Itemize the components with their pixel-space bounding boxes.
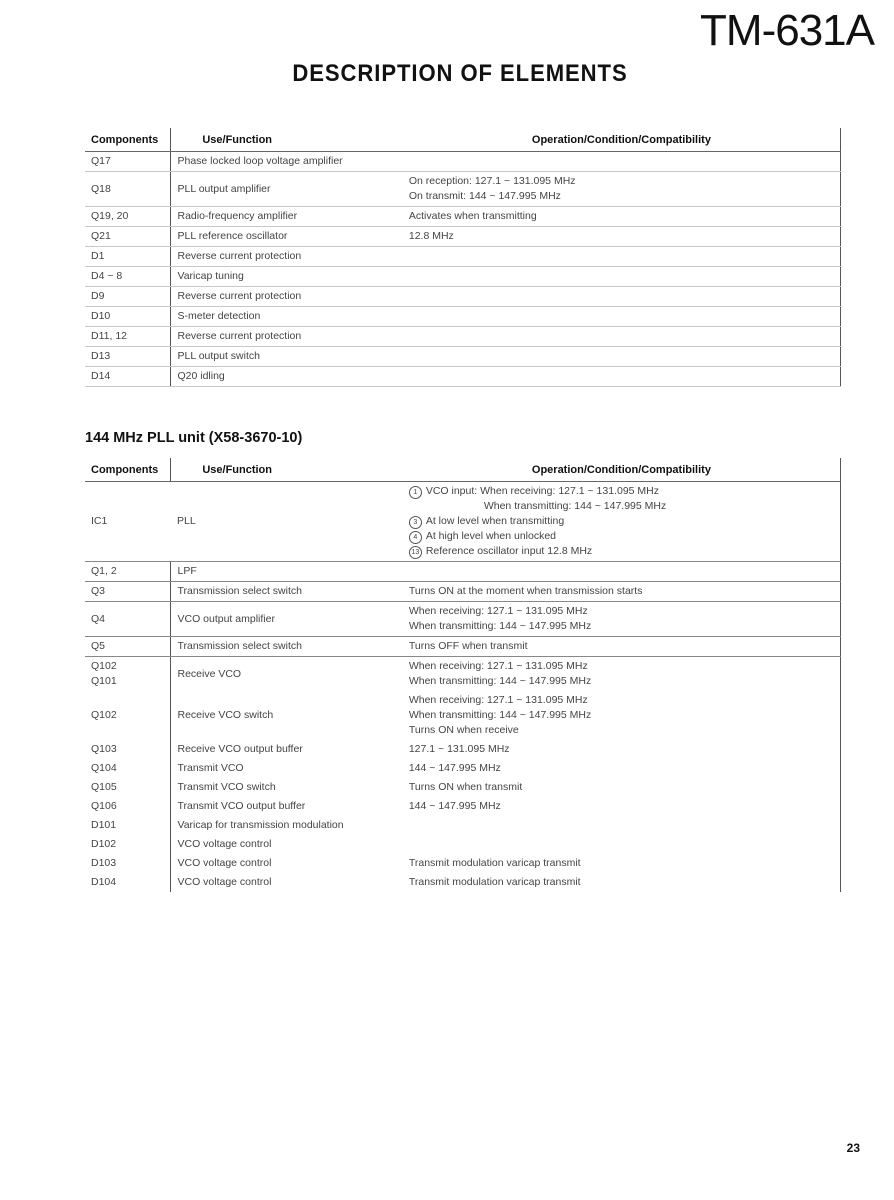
- component-cell: [85, 835, 171, 854]
- operation-cell: [403, 797, 841, 816]
- text-line: Q4: [91, 612, 106, 625]
- table-row: [85, 227, 841, 247]
- table-row: [85, 854, 841, 873]
- text-line: D103: [91, 857, 117, 869]
- header-operation: Operation/Condition/Compatibility: [403, 128, 841, 152]
- pin-note: [409, 529, 834, 544]
- text-line: On reception: 127.1 ~ 131.095 MHz: [408, 175, 576, 187]
- component-cell: Q21: [85, 227, 171, 247]
- use-cell: Phase locked loop voltage amplifier: [171, 152, 403, 172]
- pin-note-text: Reference oscillator input 12.8 MHz: [425, 545, 593, 557]
- text-line: When receiving: 127.1 ~ 131.095 MHz: [408, 660, 588, 672]
- operation-cell: [403, 152, 841, 172]
- component-cell: [85, 740, 171, 759]
- text-line: Transmit modulation varicap transmit: [408, 857, 581, 869]
- use-cell: VCO output amplifier: [171, 602, 403, 637]
- table-row: [85, 267, 841, 287]
- component-cell: [85, 854, 171, 873]
- pin-note-text: When transmitting: 144 ~ 147.995 MHz: [483, 500, 667, 512]
- text-line: Activates when transmitting: [408, 210, 537, 222]
- operation-cell: [403, 873, 841, 892]
- operation-cell: [403, 227, 841, 247]
- component-cell: D9: [85, 287, 171, 307]
- operation-cell: [403, 778, 841, 797]
- text-line: Q105: [91, 781, 117, 793]
- use-cell: S-meter detection: [171, 307, 403, 327]
- table-row: [85, 247, 841, 267]
- component-cell: [85, 657, 171, 692]
- use-cell: VCO voltage control: [171, 854, 403, 873]
- header-components: Components: [85, 128, 171, 152]
- text-line: 127.1 ~ 131.095 MHz: [408, 743, 510, 755]
- use-cell: Transmit VCO output buffer: [171, 797, 403, 816]
- pin-number-badge: 4: [409, 531, 422, 544]
- header-use-function: Use/Function: [171, 128, 403, 152]
- operation-cell: [403, 247, 841, 267]
- text-line: On transmit: 144 ~ 147.995 MHz: [408, 190, 561, 202]
- operation-cell: [403, 562, 841, 582]
- operation-cell: [403, 347, 841, 367]
- section-title: 144 MHz PLL unit (X58-3670-10): [85, 430, 303, 446]
- operation-cell: [403, 816, 841, 835]
- text-line: 12.8 MHz: [408, 230, 454, 242]
- table-row: [85, 562, 841, 582]
- use-cell: Reverse current protection: [171, 247, 403, 267]
- use-cell: Q20 idling: [171, 367, 403, 387]
- use-cell: Radio-frequency amplifier: [171, 207, 403, 227]
- component-cell: D11, 12: [85, 327, 171, 347]
- text-line: When transmitting: 144 ~ 147.995 MHz: [408, 675, 592, 687]
- table-header-row: [85, 128, 841, 152]
- component-cell: D14: [85, 367, 171, 387]
- operation-cell: [403, 582, 841, 602]
- use-cell: VCO voltage control: [171, 873, 403, 892]
- text-line: Q103: [91, 743, 117, 755]
- operation-cell: [403, 482, 841, 562]
- pin-note-text: At high level when unlocked: [425, 530, 557, 542]
- header-use-function: Use/Function: [171, 458, 403, 482]
- use-cell: Transmit VCO: [171, 759, 403, 778]
- table-row: [85, 482, 841, 562]
- component-cell: Q19, 20: [85, 207, 171, 227]
- text-line: Q102: [91, 709, 117, 721]
- text-line: Q106: [91, 800, 117, 812]
- use-cell: Receive VCO output buffer: [171, 740, 403, 759]
- component-cell: D1: [85, 247, 171, 267]
- pin-note-text: At low level when transmitting: [425, 515, 565, 527]
- operation-cell: [403, 207, 841, 227]
- text-line: Q101: [91, 675, 117, 687]
- use-cell: PLL: [171, 482, 403, 562]
- table-row: [85, 172, 841, 207]
- component-cell: [85, 562, 171, 582]
- table-row: [85, 307, 841, 327]
- operation-cell: [403, 691, 841, 740]
- pin-note: [409, 484, 834, 499]
- component-cell: [85, 759, 171, 778]
- header-components: Components: [85, 458, 171, 482]
- table-row: [85, 367, 841, 387]
- component-cell: Q18: [85, 172, 171, 207]
- use-cell: Reverse current protection: [171, 327, 403, 347]
- page-title: DESCRIPTION OF ELEMENTS: [292, 60, 628, 87]
- text-line: Q102: [91, 660, 117, 672]
- pin-number-badge: 1: [409, 486, 422, 499]
- table-row: [85, 797, 841, 816]
- elements-table-2: [85, 458, 841, 892]
- text-line: Turns OFF when transmit: [408, 640, 528, 652]
- table-row: [85, 759, 841, 778]
- header-operation: Operation/Condition/Compatibility: [403, 458, 841, 482]
- use-cell: PLL reference oscillator: [171, 227, 403, 247]
- operation-cell: [403, 854, 841, 873]
- text-line: Q5: [91, 640, 106, 652]
- table-row: [85, 691, 841, 740]
- component-cell: [85, 691, 171, 740]
- table-row: [85, 347, 841, 367]
- text-line: 144 ~ 147.995 MHz: [408, 762, 501, 774]
- text-line: When receiving: 127.1 ~ 131.095 MHz: [408, 605, 588, 617]
- component-cell: D10: [85, 307, 171, 327]
- pin-number-badge: 3: [409, 516, 422, 529]
- pin-note-text: VCO input: When receiving: 127.1 ~ 131.095 MHz: [425, 485, 660, 497]
- component-cell: [85, 873, 171, 892]
- text-line: Turns ON at the moment when transmission starts: [408, 585, 643, 597]
- table-row: [85, 152, 841, 172]
- operation-cell: [403, 267, 841, 287]
- text-line: Transmit modulation varicap transmit: [408, 876, 581, 888]
- component-cell: [85, 816, 171, 835]
- use-cell: Transmission select switch: [171, 637, 403, 657]
- use-cell: LPF: [171, 562, 403, 582]
- text-line: 144 ~ 147.995 MHz: [408, 800, 501, 812]
- model-number: TM-631A: [700, 6, 874, 55]
- component-cell: D4 ~ 8: [85, 267, 171, 287]
- use-cell: Transmission select switch: [171, 582, 403, 602]
- use-cell: Varicap tuning: [171, 267, 403, 287]
- use-cell: Receive VCO switch: [171, 691, 403, 740]
- operation-cell: [403, 657, 841, 692]
- text-line: When receiving: 127.1 ~ 131.095 MHz: [408, 694, 588, 706]
- table-row: [85, 287, 841, 307]
- component-cell: IC1: [85, 482, 171, 562]
- table-header-row: [85, 458, 841, 482]
- text-line: Q104: [91, 762, 117, 774]
- table-row: [85, 207, 841, 227]
- component-cell: [85, 637, 171, 657]
- text-line: D101: [91, 819, 117, 831]
- operation-cell: [403, 327, 841, 347]
- text-line: Q3: [91, 585, 106, 597]
- operation-cell: [403, 740, 841, 759]
- use-cell: Varicap for transmission modulation: [171, 816, 403, 835]
- table-row: [85, 778, 841, 797]
- component-cell: [85, 797, 171, 816]
- text-line: Q1, 2: [91, 565, 117, 577]
- table-row: [85, 657, 841, 692]
- operation-cell: [403, 602, 841, 637]
- component-cell: [85, 778, 171, 797]
- operation-cell: [403, 287, 841, 307]
- use-cell: PLL output amplifier: [171, 172, 403, 207]
- table-row: [85, 637, 841, 657]
- component-cell: Q17: [85, 152, 171, 172]
- use-cell: Transmit VCO switch: [171, 778, 403, 797]
- use-cell: PLL output switch: [171, 347, 403, 367]
- operation-cell: [403, 835, 841, 854]
- pin-note: [409, 499, 834, 514]
- text-line: Turns ON when transmit: [408, 781, 523, 793]
- use-cell: Reverse current protection: [171, 287, 403, 307]
- table-row: [85, 327, 841, 347]
- text-line: D104: [91, 876, 117, 888]
- component-cell: D13: [85, 347, 171, 367]
- table-row: [85, 816, 841, 835]
- pin-number-badge: 13: [409, 546, 422, 559]
- table-row: [85, 602, 841, 637]
- operation-cell: [403, 637, 841, 657]
- operation-cell: [403, 759, 841, 778]
- operation-cell: [403, 367, 841, 387]
- component-cell: [85, 582, 171, 602]
- text-line: D102: [91, 838, 117, 850]
- table-row: [85, 582, 841, 602]
- table-row: [85, 835, 841, 854]
- use-cell: Receive VCO: [171, 657, 403, 692]
- elements-table-1: [85, 128, 841, 387]
- text-line: Turns ON when receive: [408, 724, 519, 736]
- table-row: [85, 873, 841, 892]
- table-row: [85, 740, 841, 759]
- operation-cell: [403, 307, 841, 327]
- operation-cell: [403, 172, 841, 207]
- pin-note: [409, 514, 834, 529]
- use-cell: VCO voltage control: [171, 835, 403, 854]
- pin-note: [409, 544, 834, 559]
- text-line: When transmitting: 144 ~ 147.995 MHz: [408, 709, 592, 721]
- component-cell: [85, 602, 171, 637]
- text-line: When transmitting: 144 ~ 147.995 MHz: [408, 620, 592, 632]
- page-number: 23: [846, 1141, 860, 1155]
